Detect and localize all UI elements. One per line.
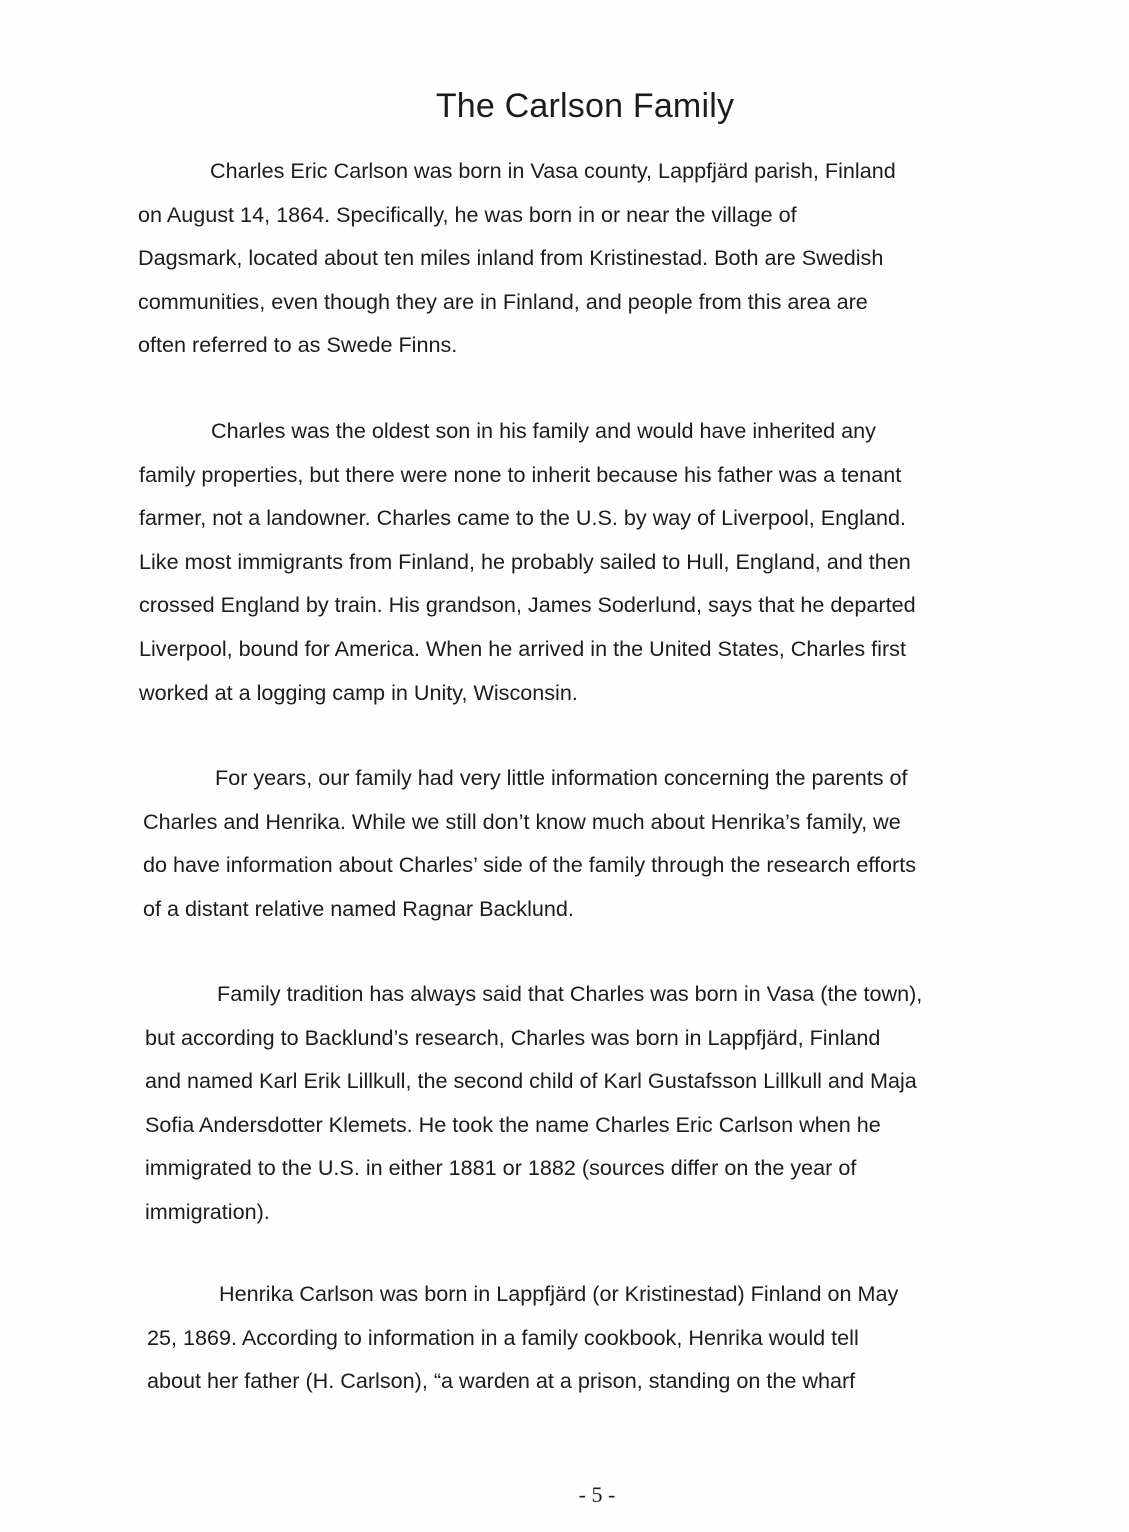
text-line: crossed England by train. His grandson, James Soderlund, says that he departed [139, 592, 916, 618]
paragraph-2 [139, 409, 916, 714]
text-line: Liverpool, bound for America. When he arrived in the United States, Charles first [139, 635, 906, 661]
text-line: communities, even though they are in Finland, and people from this area are [138, 288, 868, 314]
text-line: family properties, but there were none to inherit because his father was a tenant [139, 461, 902, 487]
text-line: Dagsmark, located about ten miles inland from Kristinestad. Both are Swedish [138, 245, 884, 271]
text-line: but according to Backlund’s research, Charles was born in Lappfjärd, Finland [145, 1024, 881, 1050]
page-title: The Carlson Family [435, 87, 735, 125]
page-number: - 5 - [578, 1482, 616, 1507]
text-line: on August 14, 1864. Specifically, he was born in or near the village of [138, 201, 797, 227]
text-line: Like most immigrants from Finland, he probably sailed to Hull, England, and then [139, 548, 911, 574]
paragraph-3 [143, 756, 916, 930]
text-line: about her father (H. Carlson), “a warden at a prison, standing on the wharf [147, 1368, 856, 1394]
text-line: farmer, not a landowner. Charles came to the U.S. by way of Liverpool, England. [139, 505, 906, 531]
paragraph-4 [145, 972, 922, 1234]
text-line: often referred to as Swede Finns. [138, 332, 458, 358]
text-line: immigrated to the U.S. in either 1881 or 1882 (sources differ on the year of [145, 1155, 857, 1181]
text-line: immigration). [145, 1198, 270, 1224]
text-line: Henrika Carlson was born in Lappfjärd (or Kristinestad) Finland on May [219, 1281, 899, 1306]
text-line: of a distant relative named Ragnar Backlund. [143, 895, 574, 921]
text-line: 25, 1869. According to information in a family cookbook, Henrika would tell [147, 1324, 859, 1350]
text-line: Charles Eric Carlson was born in Vasa county, Lappfjärd parish, Finland [210, 158, 896, 183]
text-line: worked at a logging camp in Unity, Wisconsin. [139, 679, 578, 705]
text-line: and named Karl Erik Lillkull, the second child of Karl Gustafsson Lillkull and Maja [145, 1068, 917, 1094]
text-line: Charles was the oldest son in his family and would have inherited any [211, 418, 876, 443]
text-line: Sofia Andersdotter Klemets. He took the name Charles Eric Carlson when he [145, 1111, 881, 1137]
text-line: For years, our family had very little information concerning the parents of [215, 765, 908, 790]
text-line: Family tradition has always said that Charles was born in Vasa (the town), [217, 981, 923, 1006]
paragraph-1 [138, 149, 896, 367]
text-line: Charles and Henrika. While we still don’t know much about Henrika’s family, we [143, 808, 901, 834]
text-line: do have information about Charles’ side of the family through the research efforts [143, 852, 917, 878]
paragraph-5 [147, 1272, 898, 1403]
